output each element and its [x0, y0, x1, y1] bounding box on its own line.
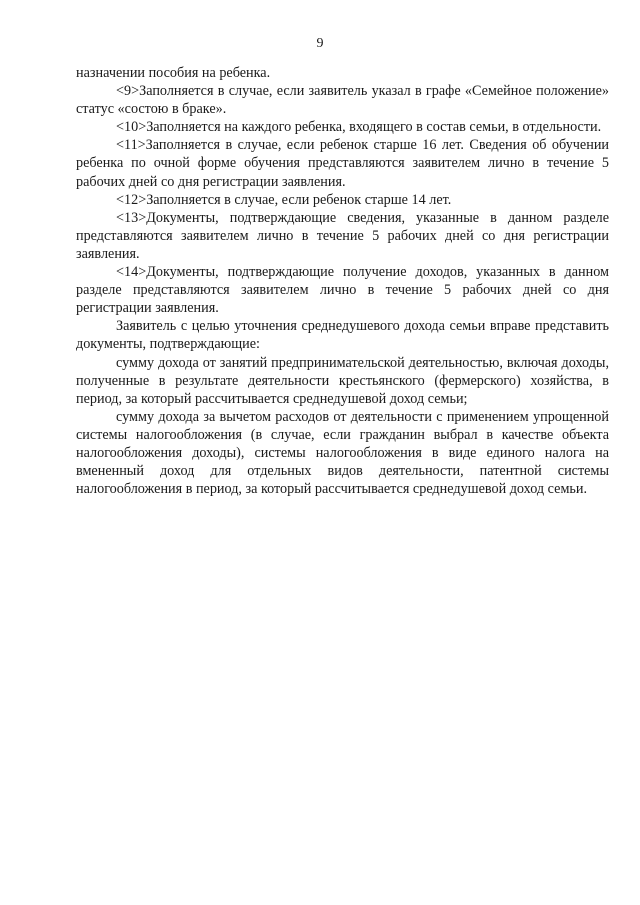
- footnote-14: <14>Документы, подтверждающие получение доходов, указанных в данном разделе представляются заявителем лично в течение 5 рабочих дней со дня регистрации заявления.: [76, 264, 609, 317]
- footnote-13: <13>Документы, подтверждающие сведения, указанные в данном разделе представляются заявителем лично в течение 5 рабочих дней со дня регистрации заявления.: [76, 209, 609, 262]
- page-number: 9: [316, 36, 324, 51]
- applicant-note-item-tax-systems: сумму дохода за вычетом расходов от деятельности с применением упрощенной системы налогообложения (в случае, если гражданин выбрал в качестве объекта налогообложения доходы), системы налогообложения в виде единого налога на вмененный доход для отдельных видов деятельности, патентной системы налогообложения в период, за который рассчитывается среднедушевой доход семьи.: [76, 408, 609, 498]
- applicant-note-item-business-income: сумму дохода от занятий предпринимательской деятельностью, включая доходы, полученные в результате деятельности крестьянского (фермерского) хозяйства, в период, за который рассчитывается среднедушевой доход семьи;: [76, 354, 609, 407]
- document-body: [76, 64, 609, 498]
- footnote-9: <9>Заполняется в случае, если заявитель указал в графе «Семейное положение» статус «состою в браке».: [76, 83, 609, 118]
- applicant-note-intro: Заявитель с целью уточнения среднедушевого дохода семьи вправе представить документы, подтверждающие:: [76, 318, 609, 353]
- footnote-12: <12>Заполняется в случае, если ребенок старше 14 лет.: [116, 191, 452, 208]
- footnote-10: <10>Заполняется на каждого ребенка, входящего в состав семьи, в отдельности.: [116, 119, 602, 136]
- paragraph-continuation: назначении пособия на ребенка.: [76, 65, 271, 81]
- footnote-11: <11>Заполняется в случае, если ребенок старше 16 лет. Сведения об обучении ребенка по очной форме обучения представляются заявителем лично в течение 5 рабочих дней со дня регистрации заявления.: [76, 137, 609, 190]
